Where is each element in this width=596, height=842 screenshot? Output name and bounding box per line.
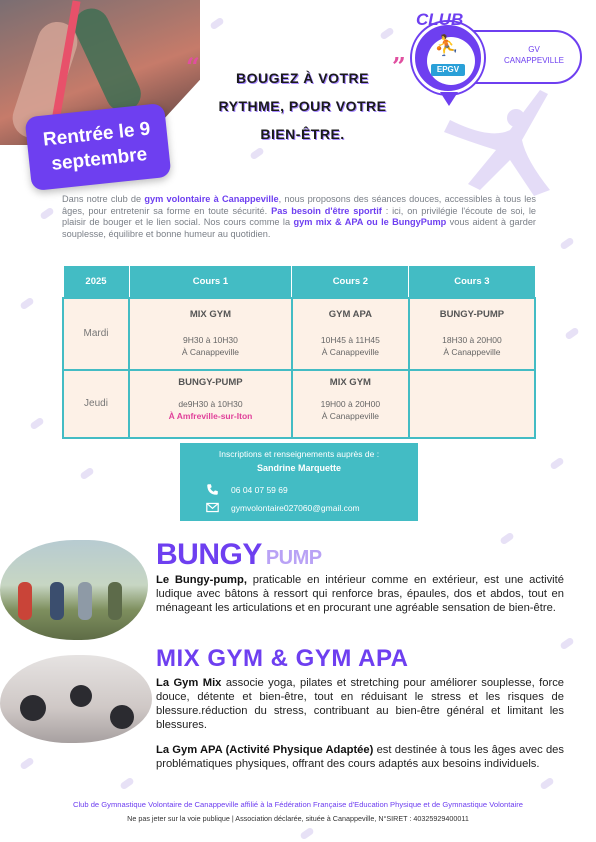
course-time: 18H30 à 20H00 (442, 334, 502, 345)
club-logo (412, 10, 582, 110)
course-cell (129, 370, 292, 438)
course-cell (409, 298, 535, 370)
course-title: MIX GYM (329, 376, 371, 388)
contact-box (180, 443, 418, 521)
contact-label: Inscriptions et renseignements auprès de : (218, 449, 380, 459)
day-cell: Jeudi (63, 370, 129, 438)
course-title: BUNGY-PUMP (178, 376, 243, 388)
mail-icon (206, 501, 219, 514)
bungy-title (156, 538, 322, 572)
course-location: À Canappeville (321, 410, 379, 421)
course-location: À Canappeville (181, 346, 240, 357)
header-cours-3: Cours 3 (409, 266, 535, 298)
course-title: GYM APA (328, 308, 373, 320)
bungy-lead: Le Bungy-pump, (156, 574, 247, 586)
schedule-header-row (63, 266, 535, 298)
logo-text (492, 44, 576, 66)
apa-text: est destinée à tous les âges avec des problématiques physiques, offrant des cours adaptés aux besoins individuels. (156, 744, 564, 770)
header-year: 2025 (63, 266, 129, 298)
course-cell (129, 298, 292, 370)
course-time: 10H45 à 11H45 (320, 334, 380, 345)
course-title: MIX GYM (189, 308, 232, 320)
footer-affiliation: Club de Gymnastique Volontaire de Canappeville affilié à la Fédération Française d'Education Physique et de Gymnastique Volontaire (72, 800, 524, 809)
intro-text-2: , nous proposons des séances douces, accessibles à tous les âges, pour entretenir sa forme en toute sécurité. (62, 194, 536, 216)
logo-pin (440, 92, 458, 106)
course-cell-empty (409, 370, 535, 438)
phone-icon (206, 483, 219, 496)
bungy-photo (0, 540, 148, 640)
contact-name: Sandrine Marquette (256, 463, 341, 473)
mix-lead: La Gym Mix (156, 677, 222, 689)
mix-description (156, 676, 564, 732)
course-time: de9H30 à 10H30 (178, 398, 243, 409)
course-title: BUNGY-PUMP (439, 308, 505, 320)
intro-bold-3: gym mix & APA ou le BungyPump (293, 217, 447, 228)
logo-club-text: CLUB (416, 10, 464, 29)
mix-title: MIX GYM & GYM APA (156, 645, 409, 672)
slogan-line-3: BIEN-ÊTRE. (260, 126, 345, 142)
intro-text-1: Dans notre club de (62, 194, 145, 204)
apa-lead: La Gym APA (Activité Physique Adaptée) (156, 744, 374, 756)
mix-photo (0, 655, 152, 743)
table-row (63, 370, 535, 438)
schedule-table (62, 265, 536, 439)
course-location: À Amfreville-sur-Iton (168, 410, 253, 421)
course-time: 9H30 à 10H30 (183, 334, 238, 345)
contact-email-row[interactable] (206, 501, 360, 514)
intro-paragraph (62, 194, 536, 240)
badge-line-2: septembre (50, 143, 149, 175)
badge-line-1: Rentrée le 9 (42, 118, 152, 151)
bungy-title-sub: PUMP (265, 547, 322, 569)
course-cell (292, 298, 409, 370)
apa-description (156, 743, 564, 771)
bungy-text: praticable en intérieur comme en extérieur, est une activité ludique avec bâtons à ressort qui renforce bras, épaules, dos et abdos, tout en ménageant les articulations et en procurant une agréable sensation de bien-être. (156, 574, 565, 614)
contact-phone[interactable]: 06 04 07 59 69 (231, 484, 288, 495)
intro-bold-2: Pas besoin d'être sportif (271, 205, 382, 216)
footer-legal: Ne pas jeter sur la voie publique | Association déclarée, située à Canappeville, N°SIRET : 40325929400011 (127, 814, 469, 823)
course-location: À Canappeville (443, 346, 501, 357)
bungy-title-main: BUNGY (156, 538, 262, 571)
slogan (205, 64, 400, 148)
header-cours-1: Cours 1 (129, 266, 292, 298)
mix-text: associe yoga, pilates et stretching pour améliorer souplesse, force douce, détente et bien-être, tout en réduisant le stress et les risques de blessure.réduction du stress, contribuant au bien-être général et limitant les blessures. (156, 677, 565, 731)
course-time: 19H00 à 20H00 (320, 398, 381, 409)
logo-text-line-1: GV (528, 45, 540, 54)
contact-email[interactable]: gymvolontaire027060@gmail.com (231, 502, 360, 513)
logo-text-line-2: CANAPPEVILLE (503, 56, 565, 65)
open-quote: “ (186, 52, 200, 81)
rentree-badge (25, 103, 172, 191)
bungy-description (156, 573, 564, 615)
gymnast-icon: ⛹ (434, 35, 459, 57)
slogan-line-1: BOUGEZ À VOTRE (235, 70, 369, 86)
table-row (63, 298, 535, 370)
intro-text-4: vous aident à garder souplesse, équilibre et bonne humeur au quotidien. (62, 217, 536, 239)
slogan-line-2: RYTHME, POUR VOTRE (218, 98, 387, 114)
course-location: À Canappeville (321, 346, 379, 357)
course-cell (292, 370, 409, 438)
contact-phone-row[interactable] (206, 483, 288, 496)
day-cell: Mardi (63, 298, 129, 370)
intro-text-3: : ici, on privilégie l'écoute de soi, le plaisir de bouger et le lien social. Nos cours comme la (62, 205, 536, 228)
logo-epgv-badge: EPGV (431, 64, 465, 76)
intro-bold-1: gym volontaire à Canappeville (144, 194, 279, 204)
header-cours-2: Cours 2 (292, 266, 409, 298)
close-quote: ” (392, 52, 406, 81)
